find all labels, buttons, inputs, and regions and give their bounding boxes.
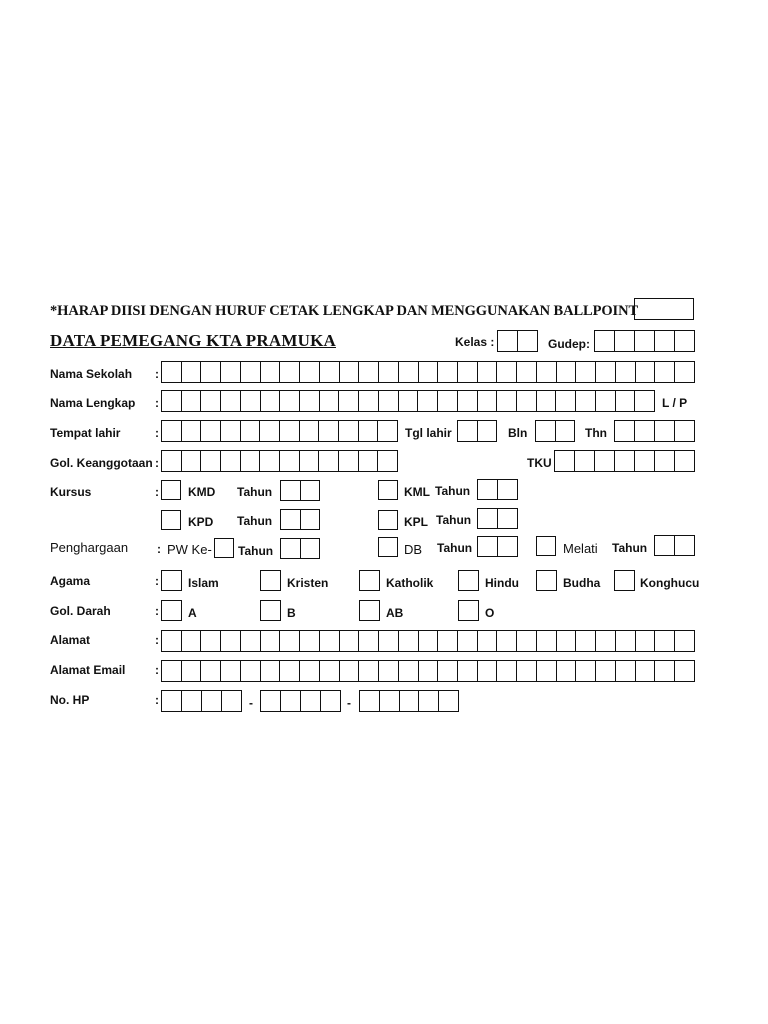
pw-tahun-field[interactable] — [280, 538, 320, 559]
gudep-field[interactable] — [594, 330, 695, 352]
kmd-tahun-field[interactable] — [280, 480, 320, 501]
kmd-checkbox[interactable] — [161, 480, 181, 500]
melati-tahun-label: Tahun — [612, 541, 648, 555]
nama-sekolah-label: Nama Sekolah — [50, 367, 133, 381]
kmd-label: KMD — [188, 485, 216, 499]
db-tahun-label: Tahun — [437, 541, 473, 555]
instruction-text: *HARAP DIISI DENGAN HURUF CETAK LENGKAP DAN MENGGUNAKAN BALLPOINT — [50, 303, 639, 319]
kpd-tahun-label: Tahun — [237, 514, 273, 528]
gol-keanggotaan-label: Gol. Keanggotaan — [50, 456, 153, 470]
no-hp-label: No. HP — [50, 693, 90, 707]
konghucu-label: Konghucu — [640, 576, 700, 590]
kpl-checkbox[interactable] — [378, 510, 398, 530]
kristen-checkbox[interactable] — [260, 570, 281, 591]
alamat-email-field[interactable] — [161, 660, 695, 682]
no-hp-field-2[interactable] — [260, 690, 341, 712]
nama-sekolah-field[interactable] — [161, 361, 695, 383]
nama-lengkap-colon: : — [155, 396, 159, 410]
alamat-email-label: Alamat Email — [50, 663, 126, 677]
nama-lengkap-field[interactable] — [161, 390, 655, 412]
kpl-tahun-field[interactable] — [477, 508, 518, 529]
gol-darah-colon: : — [155, 604, 159, 618]
tgl-lahir-field[interactable] — [457, 420, 497, 442]
no-hp-dash-2: - — [347, 696, 351, 710]
alamat-colon: : — [155, 633, 159, 647]
blood-o-label: O — [485, 606, 495, 620]
budha-checkbox[interactable] — [536, 570, 557, 591]
melati-tahun-field[interactable] — [654, 535, 695, 556]
budha-label: Budha — [563, 576, 601, 590]
tgl-lahir-label: Tgl lahir — [405, 426, 452, 440]
kelas-field[interactable] — [497, 330, 538, 352]
hindu-checkbox[interactable] — [458, 570, 479, 591]
kpd-tahun-field[interactable] — [280, 509, 320, 530]
no-hp-field-1[interactable] — [161, 690, 242, 712]
konghucu-checkbox[interactable] — [614, 570, 635, 591]
kursus-label: Kursus — [50, 485, 92, 499]
blood-ab-label: AB — [386, 606, 404, 620]
db-tahun-field[interactable] — [477, 536, 518, 557]
db-checkbox[interactable] — [378, 537, 398, 557]
kml-tahun-field[interactable] — [477, 479, 518, 500]
kmd-tahun-label: Tahun — [237, 485, 273, 499]
gol-darah-label: Gol. Darah — [50, 604, 111, 618]
nama-sekolah-colon: : — [155, 367, 159, 381]
kml-checkbox[interactable] — [378, 480, 398, 500]
kursus-colon: : — [155, 485, 159, 499]
blood-b-label: B — [287, 606, 296, 620]
kml-label: KML — [404, 485, 430, 499]
alamat-email-colon: : — [155, 663, 159, 677]
hindu-label: Hindu — [485, 576, 519, 590]
kristen-label: Kristen — [287, 576, 329, 590]
bln-field[interactable] — [535, 420, 575, 442]
pw-tahun-label: Tahun — [238, 544, 274, 558]
db-label: DB — [404, 542, 423, 557]
katholik-label: Katholik — [386, 576, 434, 590]
blood-a-label: A — [188, 606, 197, 620]
alamat-label: Alamat — [50, 633, 91, 647]
penghargaan-colon: : — [157, 542, 161, 556]
photo-code-box[interactable] — [634, 298, 694, 320]
thn-label: Thn — [585, 426, 607, 440]
agama-label: Agama — [50, 574, 91, 588]
pw-ke-box[interactable] — [214, 538, 234, 558]
kml-tahun-label: Tahun — [435, 484, 471, 498]
kpl-tahun-label: Tahun — [436, 513, 472, 527]
tempat-lahir-label: Tempat lahir — [50, 426, 121, 440]
blood-o-checkbox[interactable] — [458, 600, 479, 621]
kpd-label: KPD — [188, 515, 214, 529]
gender-label: L / P — [662, 396, 688, 410]
kpd-checkbox[interactable] — [161, 510, 181, 530]
islam-label: Islam — [188, 576, 219, 590]
alamat-field[interactable] — [161, 630, 695, 652]
thn-field[interactable] — [614, 420, 695, 442]
form-title: DATA PEMEGANG KTA PRAMUKA — [50, 331, 336, 350]
agama-colon: : — [155, 574, 159, 588]
no-hp-colon: : — [155, 693, 159, 707]
tempat-lahir-field[interactable] — [161, 420, 398, 442]
pw-ke-label: PW Ke- — [167, 542, 212, 557]
melati-label: Melati — [563, 541, 598, 556]
gudep-label: Gudep: — [548, 337, 590, 351]
kpl-label: KPL — [404, 515, 428, 529]
kelas-label: Kelas : — [455, 335, 495, 349]
no-hp-dash-1: - — [249, 696, 253, 710]
blood-b-checkbox[interactable] — [260, 600, 281, 621]
no-hp-field-3[interactable] — [359, 690, 459, 712]
tempat-lahir-colon: : — [155, 426, 159, 440]
penghargaan-label: Penghargaan — [50, 540, 129, 555]
tku-label: TKU — [527, 456, 552, 470]
bln-label: Bln — [508, 426, 528, 440]
gol-keanggotaan-field[interactable] — [161, 450, 398, 472]
tku-field[interactable] — [554, 450, 695, 472]
melati-checkbox[interactable] — [536, 536, 556, 556]
gol-keanggotaan-colon: : — [155, 456, 159, 470]
blood-a-checkbox[interactable] — [161, 600, 182, 621]
nama-lengkap-label: Nama Lengkap — [50, 396, 136, 410]
islam-checkbox[interactable] — [161, 570, 182, 591]
blood-ab-checkbox[interactable] — [359, 600, 380, 621]
katholik-checkbox[interactable] — [359, 570, 380, 591]
